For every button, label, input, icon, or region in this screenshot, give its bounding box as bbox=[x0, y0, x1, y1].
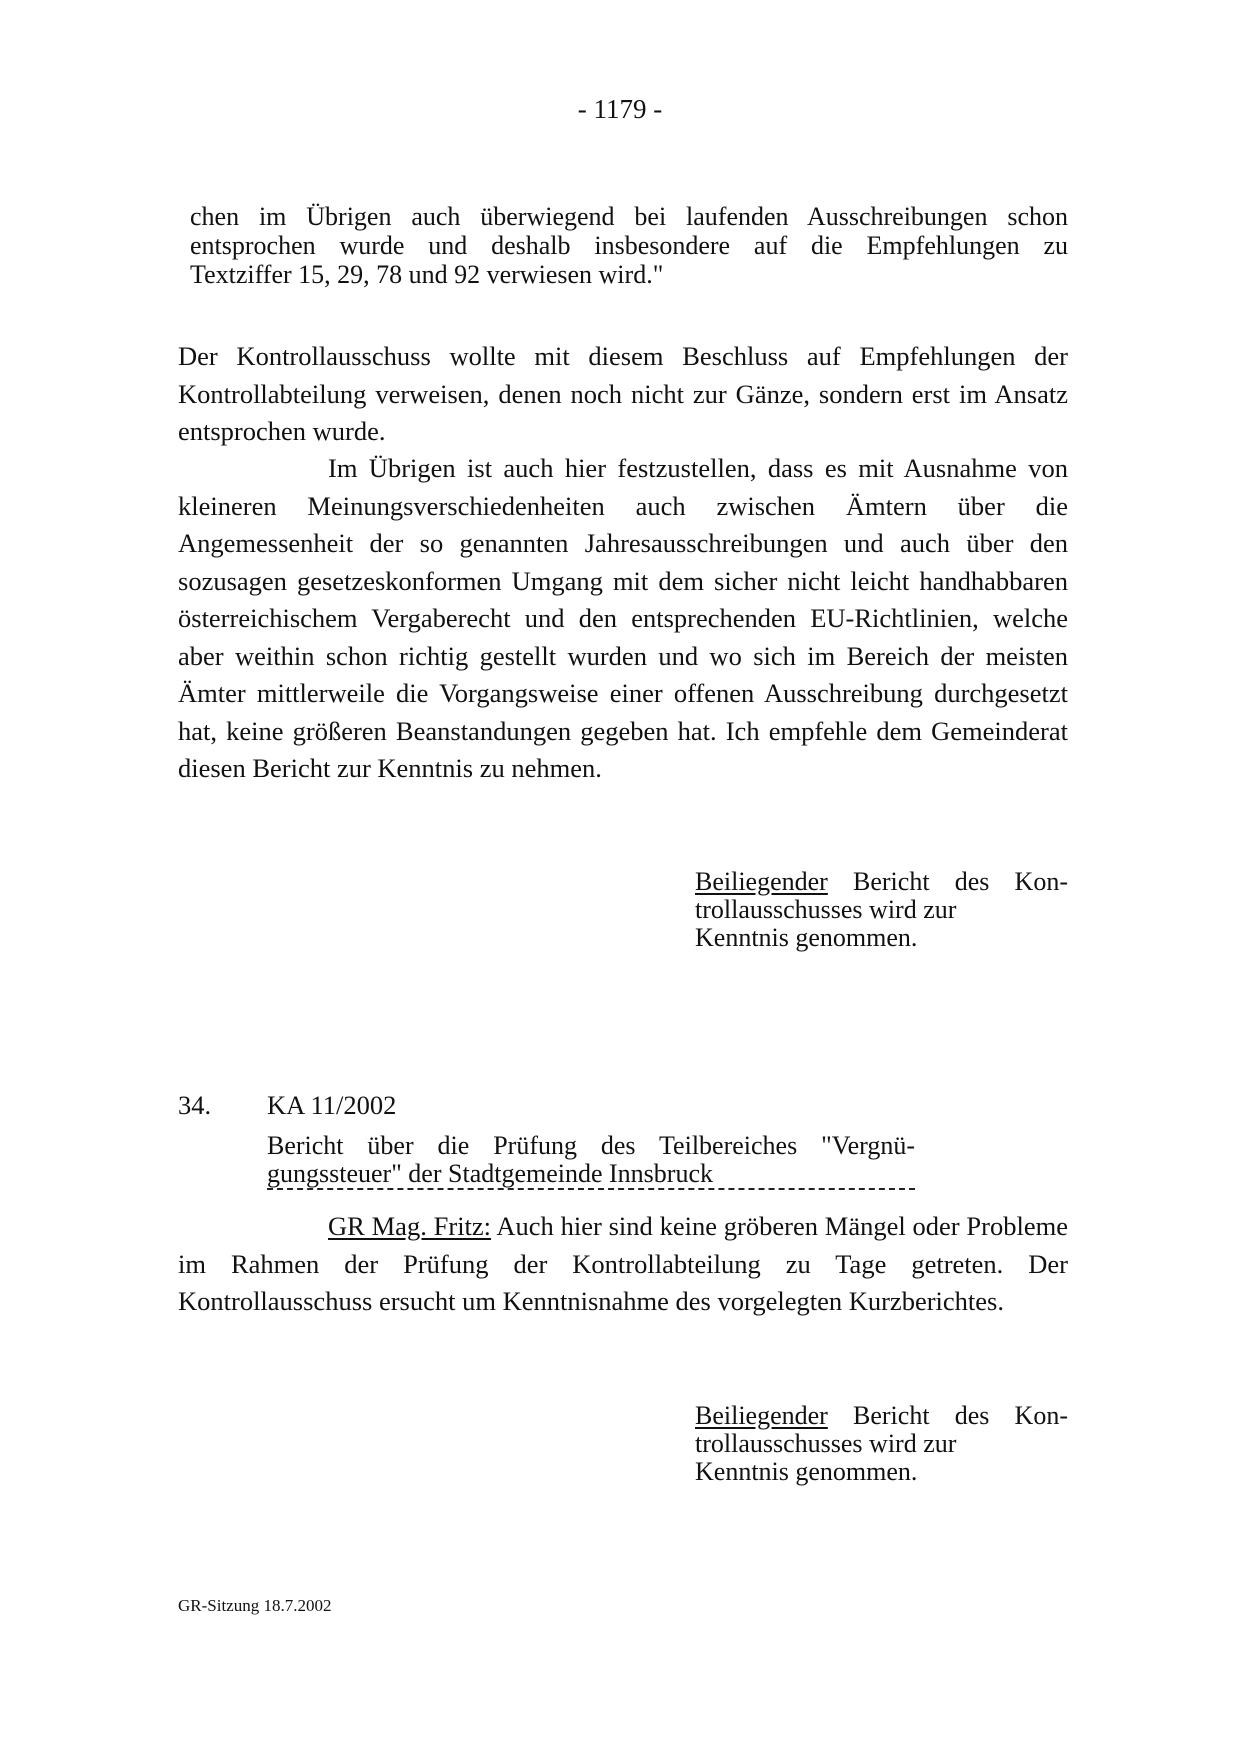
item-title bbox=[267, 1132, 915, 1188]
speech-paragraph bbox=[178, 1208, 1068, 1321]
quote-line: Textziffer 15, 29, 78 und 92 verwiesen wird." bbox=[190, 260, 664, 289]
resolution-text: Kenntnis genommen. bbox=[695, 1457, 918, 1486]
resolution-underlined: Beiliegender bbox=[695, 867, 828, 896]
resolution-text: trollausschusses wird zur bbox=[695, 1429, 957, 1458]
resolution-1 bbox=[695, 868, 1068, 952]
page-number: - 1179 - bbox=[577, 94, 663, 124]
paragraph-1: Der Kontrollausschuss wollte mit diesem Beschluss auf Empfehlungen der Kontrollabteilung verweisen, denen noch nicht zur Gänze, sondern erst im Ansatz entsprochen wurde. bbox=[178, 341, 1068, 446]
resolution-2 bbox=[695, 1402, 1068, 1486]
item-title-line: Bericht über die Prüfung des Teilbereiches "Vergnü- bbox=[267, 1131, 915, 1160]
item-title-line: gungssteuer" der Stadtgemeinde Innsbruck bbox=[267, 1159, 713, 1188]
speech-text: Auch hier sind keine gröberen Mängel oder Probleme im Rahmen der Prüfung der Kontrollabteilung zu Tage getreten. Der Kontrollausschuss ersucht um Kenntnisnahme des vorgelegten Kurzberichtes. bbox=[178, 1211, 1068, 1316]
paragraph-2: Im Übrigen ist auch hier festzustellen, dass es mit Ausnahme von kleineren Meinungsverschiedenheiten auch zwischen Ämtern über die Angemessenheit der so genannten Jahresausschreibungen und auch über den sozusagen gesetzeskonformen Umgang mit dem sicher nicht leicht handhabbaren österreichischem Vergaberecht und den entsprechenden EU-Richtlinien, welche aber weithin schon richtig gestellt wurden und wo sich im Bereich der meisten Ämter mittlerweile die Vorgangsweise einer offenen Ausschreibung durchgesetzt hat, keine größeren Beanstandungen gegeben hat. Ich empfehle dem Gemeinderat diesen Bericht zur Kenntnis zu nehmen. bbox=[178, 453, 1068, 783]
resolution-underlined: Beiliegender bbox=[695, 1401, 828, 1430]
quote-line: entsprochen wurde und deshalb insbesondere auf die Empfehlungen zu bbox=[190, 231, 1068, 260]
resolution-text: Kenntnis genommen. bbox=[695, 923, 918, 952]
speaker-name: GR Mag. Fritz: bbox=[328, 1211, 492, 1241]
quote-line: chen im Übrigen auch überwiegend bei laufenden Ausschreibungen schon bbox=[190, 202, 1068, 231]
dashed-divider bbox=[267, 1188, 915, 1190]
quote-block bbox=[190, 202, 1068, 289]
item-number: 34. bbox=[178, 1090, 212, 1120]
resolution-text: Bericht des Kon- bbox=[827, 867, 1068, 896]
item-code: KA 11/2002 bbox=[267, 1090, 397, 1120]
footer: GR-Sitzung 18.7.2002 bbox=[178, 1596, 332, 1615]
resolution-text: trollausschusses wird zur bbox=[695, 895, 957, 924]
resolution-text: Bericht des Kon- bbox=[827, 1401, 1068, 1430]
